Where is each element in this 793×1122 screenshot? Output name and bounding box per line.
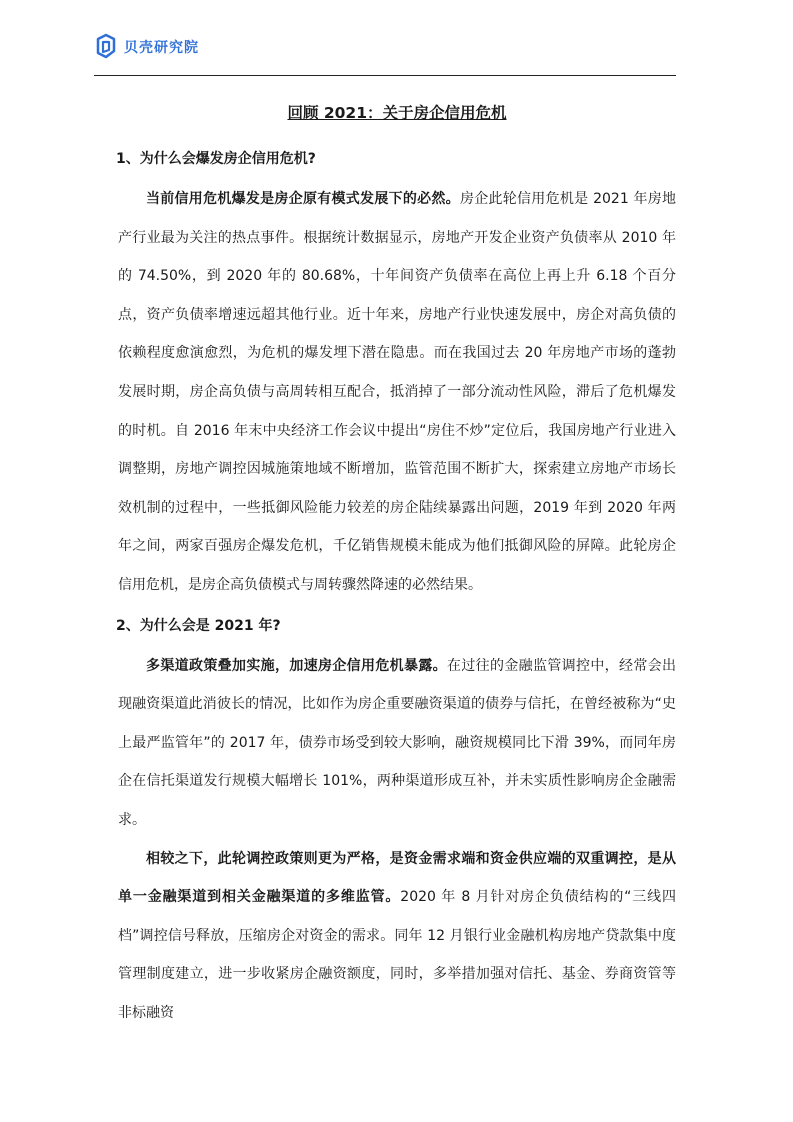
section-2-p1-text: 在过往的金融监管调控中，经常会出现融资渠道此消彼长的情况，比如作为房企重要融资渠道的债券与信托，在曾经被称为“史上最严监管年”的 2017 年，债券市场受到较大影响，融资规模同比下滑 39%，而同年房企在信托渠道发行规模大幅增长 101%，两种渠道形成互补，并未实质性影响房企金融需求。 [118, 657, 676, 828]
logo [94, 33, 199, 61]
section-2-p2-text: 2020 年 8 月针对房企负债结构的“三线四档”调控信号释放，压缩房企对资金的需求。同年 12 月银行业金融机构房地产贷款集中度管理制度建立，进一步收紧房企融资额度，同时，多举措加强对信托、基金、券商资管等非标融资 [118, 889, 677, 1021]
section-2-paragraph-1 [118, 647, 676, 840]
section-2-heading: 2、为什么会是 2021 年? [116, 617, 281, 634]
section-1-p1-bold: 当前信用危机爆发是房企原有模式发展下的必然。 [146, 191, 460, 207]
section-1-p1-text: 房企此轮信用危机是 2021 年房地产行业最为关注的热点事件。根据统计数据显示，房地产开发企业资产负债率从 2010 年的 74.50%，到 2020 年的 80.68%，十年间资产负债率在高位上再上升 6.18 个百分点，资产负债率增速远超其他行业。近十年来，房地产行业快速发展中，房企对高负债的依赖程度愈演愈烈，为危机的爆发埋下潜在隐患。而在我国过去 20 年房地产市场的蓬勃发展时期，房企高负债与高周转相互配合，抵消掉了一部分流动性风险，滞后了危机爆发的时机。自 2016 年末中央经济工作会议中提出“房住不炒”定位后，我国房地产行业进入调整期，房地产调控因城施策地域不断增加，监管范围不断扩大，探索建立房地产市场长效机制的过程中，一些抵御风险能力较差的房企陆续暴露出问题，2019 年到 2020 年两年之间，两家百强房企爆发危机，千亿销售规模未能成为他们抵御风险的屏障。此轮房企信用危机，是房企高负债模式与周转骤然降速的必然结果。 [118, 191, 676, 593]
logo-text: 贝壳研究院 [124, 40, 199, 56]
section-2-paragraph-2 [118, 840, 676, 1033]
section-1-heading: 1、为什么会爆发房企信用危机? [116, 151, 316, 167]
document-title: 回顾 2021：关于房企信用危机 [287, 104, 507, 122]
page-header [94, 33, 676, 76]
shell-logo-icon [94, 33, 118, 61]
section-2-p1-bold: 多渠道政策叠加实施，加速房企信用危机暴露。 [146, 657, 447, 674]
document-body [118, 98, 676, 1032]
section-2-p2-bold: 相较之下，此轮调控政策则更为严格，是资金需求端和资金供应端的双重调控，是从单一金融渠道到相关金融渠道的多维监管。 [118, 850, 676, 906]
section-1-paragraph-1 [118, 180, 676, 605]
